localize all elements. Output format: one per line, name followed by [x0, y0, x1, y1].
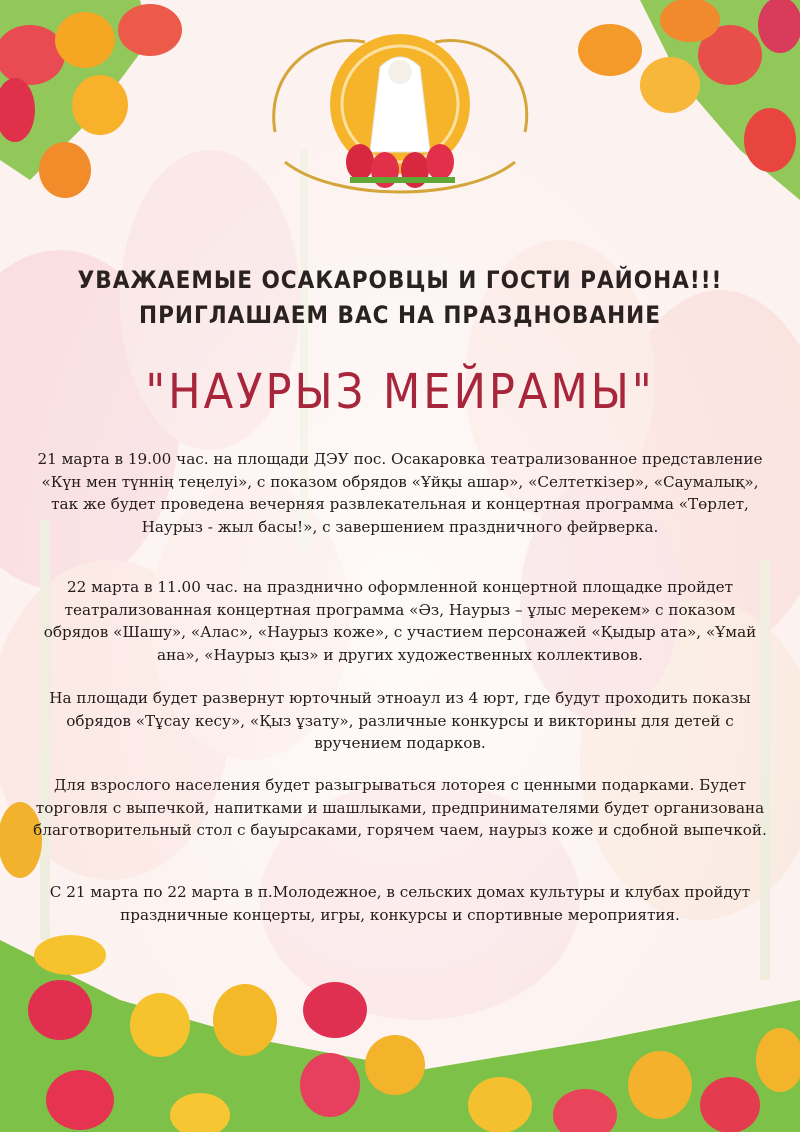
nauryz-emblem	[255, 12, 545, 212]
paragraph-molodezhnoe: С 21 марта по 22 марта в п.Молодежное, в сельских домах культуры и клубах пройдут праздничные концерты, игры, конкурсы и спортивные мероприятия.	[49, 883, 751, 924]
paragraph-march-21: 21 марта в 19.00 час. на площади ДЭУ пос. Осакаровка театрализованное представление «Күн мен түннің теңелуі», с показом обрядов «Ұйқы ашар», «Селтеткізер», «Саумалық», так же будет проведена вечерняя развлекательная и концертная программа «Төрлет, Наурыз - жыл басы!», с завершением праздничного фейрверка.	[37, 450, 763, 536]
paragraph-march-22: 22 марта в 11.00 час. на празднично оформленной концертной площадке пройдет театрализованная концертная программа «Әз, Наурыз – ұлыс мерекем» с показом обрядов «Шашу», «Алас», «Наурыз коже», с участием персонажей «Қыдыр ата», «Ұмай ана», «Наурыз қыз» и других художественных коллективов.	[43, 578, 757, 664]
event-title: "НАУРЫЗ МЕЙРАМЫ"	[145, 364, 655, 420]
greeting-heading: УВАЖАЕМЫЕ ОСАКАРОВЦЫ И ГОСТИ РАЙОНА!!!	[77, 266, 723, 294]
invitation-heading: ПРИГЛАШАЕМ ВАС НА ПРАЗДНОВАНИЕ	[139, 301, 661, 329]
paragraph-lottery: Для взрослого населения будет разыгрываться лоторея с ценными подарками. Будет торговля с выпечкой, напитками и шашлыками, предпринимателями будет организована благотворительный стол с бауырсаками, горячем чаем, наурыз коже и сдобной выпечкой.	[33, 776, 767, 839]
paragraph-ethnoaul: На площади будет развернут юрточный этноаул из 4 юрт, где будут проходить показы обрядов «Тұсау кесу», «Қыз ұзату», различные конкурсы и викторины для детей с вручением подарков.	[49, 689, 751, 752]
